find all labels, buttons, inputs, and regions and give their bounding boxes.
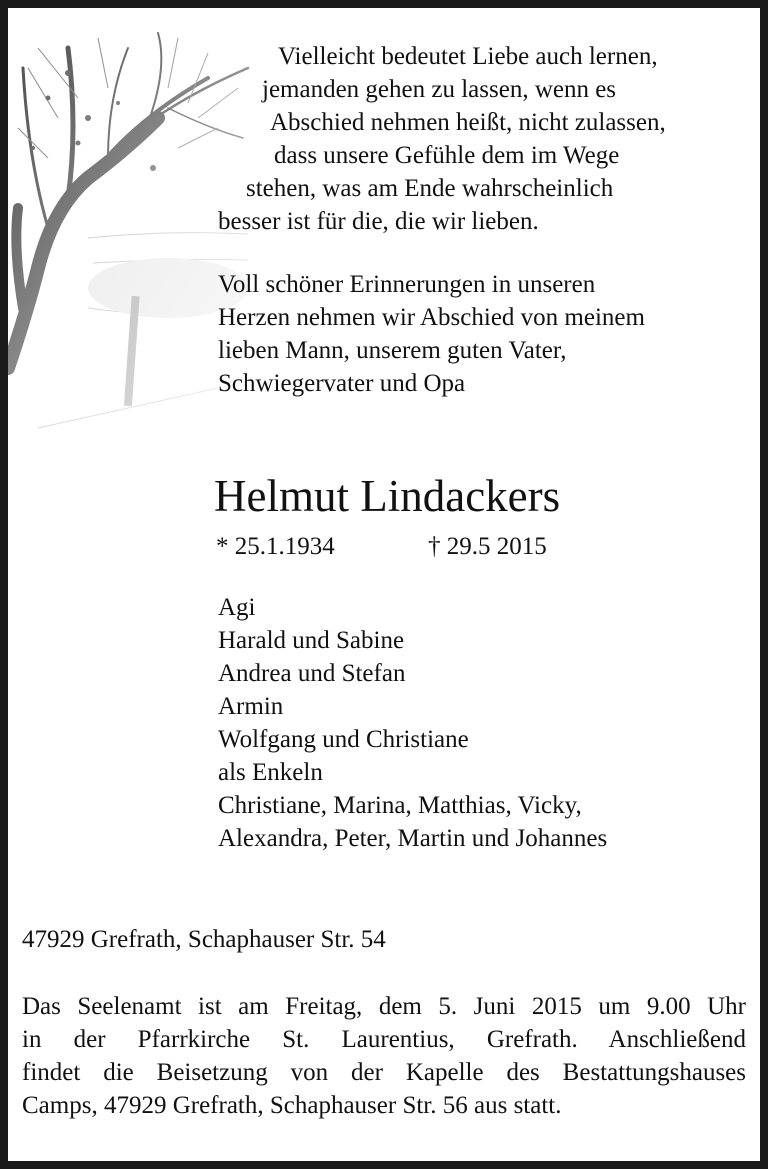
deceased-name: Helmut Lindackers (214, 471, 561, 521)
poem-line: besser ist für die, die wir lieben. (218, 208, 539, 235)
birth-date: * 25.1.1934 (216, 533, 335, 560)
poem-line: Vielleicht bedeutet Liebe auch lernen, (278, 43, 658, 70)
intro-line: Schwiegervater und Opa (218, 370, 466, 397)
intro-line: Herzen nehmen wir Abschied von meinem (218, 304, 645, 331)
obituary-notice (8, 8, 760, 1161)
intro-line: Voll schöner Erinnerungen in unseren (218, 271, 596, 298)
mourner: als Enkeln (218, 759, 323, 786)
intro-line: lieben Mann, unserem guten Vater, (218, 337, 567, 364)
mourner: Harald und Sabine (218, 627, 405, 654)
poem-line: dass unsere Gefühle dem im Wege (274, 142, 620, 169)
service-details (22, 990, 746, 1122)
poem-line: stehen, was am Ende wahrscheinlich (246, 175, 614, 202)
mourner: Andrea und Stefan (218, 660, 406, 687)
service-line: Das Seelenamt ist am Freitag, dem 5. Juni 2015 um 9.00 Uhr (22, 993, 746, 1020)
service-line: Camps, 47929 Grefrath, Schaphauser Str. 56 aus statt. (22, 1092, 562, 1119)
mourner: Christiane, Marina, Matthias, Vicky, (218, 792, 582, 819)
service-line: findet die Beisetzung von der Kapelle des Bestattungshauses (22, 1059, 746, 1086)
mourner: Agi (218, 594, 256, 621)
service-line: in der Pfarrkirche St. Laurentius, Grefrath. Anschließend (22, 1026, 746, 1053)
mourner: Wolfgang und Christiane (218, 726, 469, 753)
death-date: † 29.5 2015 (428, 533, 547, 560)
poem-line: jemanden gehen zu lassen, wenn es (262, 76, 617, 103)
mourner: Alexandra, Peter, Martin und Johannes (218, 825, 608, 852)
poem-line: Abschied nehmen heißt, nicht zulassen, (270, 109, 666, 136)
address: 47929 Grefrath, Schaphauser Str. 54 (22, 926, 386, 953)
mourner: Armin (218, 693, 284, 720)
